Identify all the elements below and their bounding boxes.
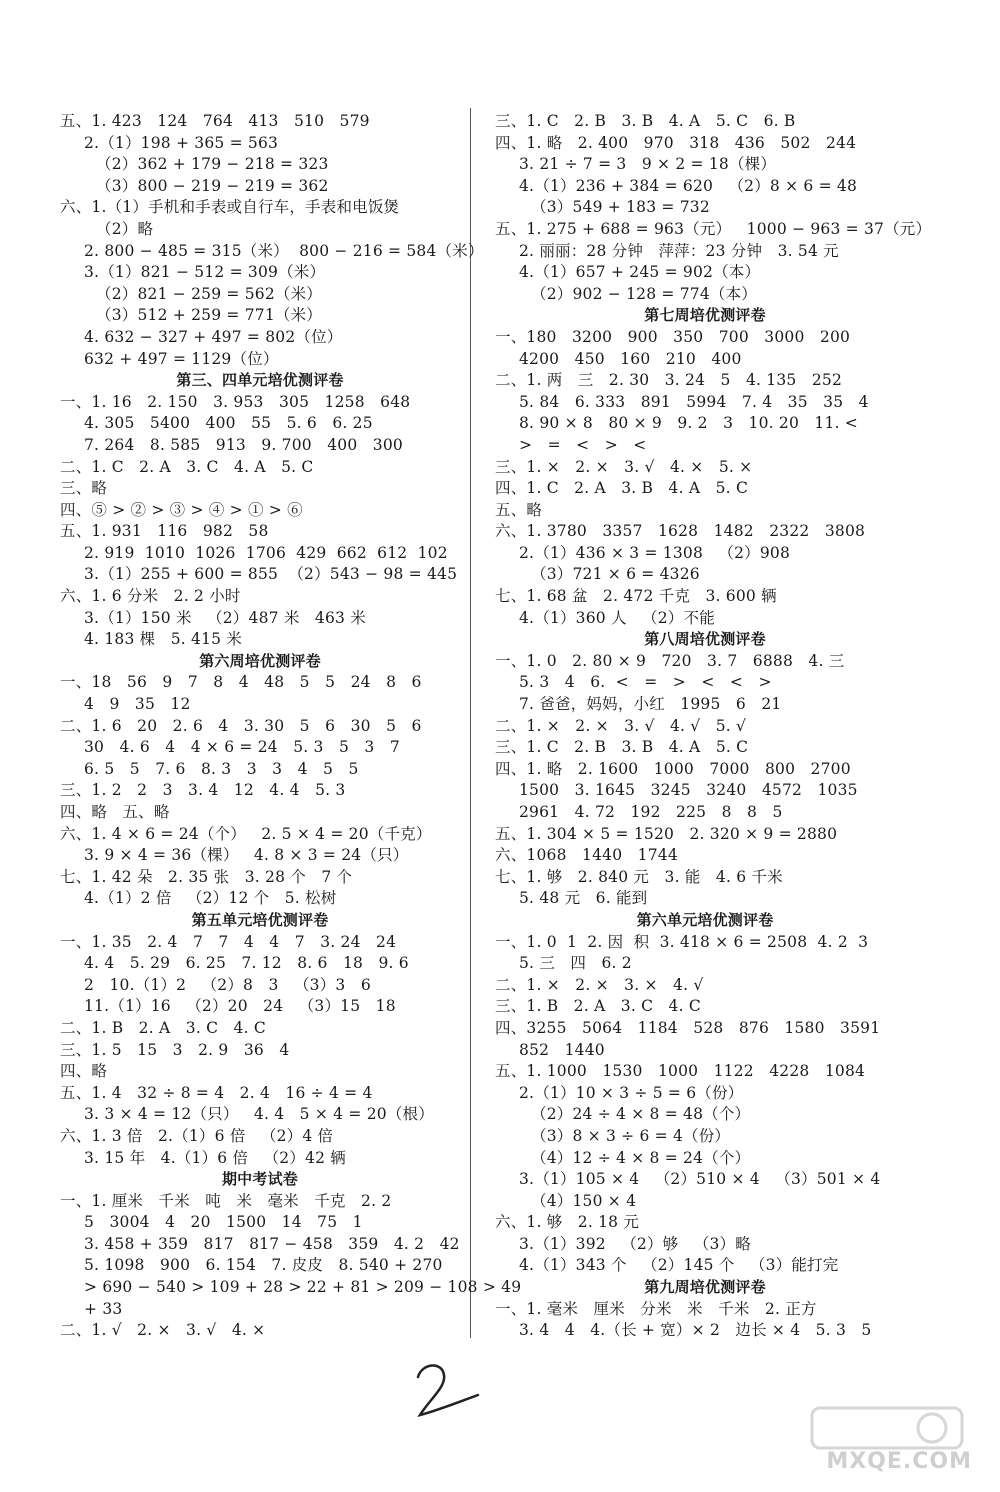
answer-line: 5. 1098 900 6. 154 7. 皮皮 8. 540 + 270 <box>84 1256 443 1275</box>
answer-line: 四、略 五、略 <box>60 803 170 821</box>
answer-line: 四、1. 略 2. 400 970 318 436 502 244 <box>495 133 857 152</box>
answer-line: 6. 5 5 7. 6 8. 3 3 3 4 5 5 <box>84 759 359 778</box>
answer-line: 3.（1）392 （2）够 （3）略 <box>519 1234 751 1253</box>
answer-line: （2）24 ÷ 4 × 8 = 48（个） <box>531 1105 751 1124</box>
answer-line: 5. 3 4 6. < = > < < > <box>519 673 772 692</box>
answer-line: 1500 3. 1645 3245 3240 4572 1035 <box>519 781 858 800</box>
answer-line: 3. 3 × 4 = 12（只） 4. 4 5 × 4 = 20（根） <box>84 1105 434 1124</box>
answer-line: 4200 450 160 210 400 <box>519 349 742 368</box>
answer-line: 六、1.（1）手机和手表或自行车，手表和电饭煲 <box>60 198 400 217</box>
answer-line: （3）512 + 259 = 771（米） <box>96 306 322 325</box>
answer-line: 3. 15 年 4.（1）6 倍 （2）42 辆 <box>84 1148 346 1167</box>
answer-line: 三、1. C 2. B 3. B 4. A 5. C <box>495 738 749 757</box>
answer-line: 5 3004 4 20 1500 14 75 1 <box>84 1213 363 1232</box>
handwritten-page-number <box>400 1355 490 1425</box>
answer-line: 七、1. 够 2. 840 元 3. 能 4. 6 千米 <box>495 867 783 886</box>
answer-line: > = < > < <box>519 435 647 454</box>
answer-line: （3）549 + 183 = 732 <box>531 198 710 217</box>
section-title: 第九周培优测评卷 <box>644 1278 766 1297</box>
answer-line: 30 4. 6 4 4 × 6 = 24 5. 3 5 3 7 <box>84 738 400 757</box>
answer-line: （2）902 − 128 = 774（本） <box>531 284 757 303</box>
answer-line: 2. 919 1010 1026 1706 429 662 612 102 <box>84 543 448 562</box>
answer-line: 三、1. 2 2 3 3. 4 12 4. 4 5. 3 <box>60 781 346 800</box>
answer-line: （2）821 − 259 = 562（米） <box>96 284 322 303</box>
answer-line: 一、1. 0 1 2. 因 积 3. 418 × 6 = 2508 4. 2 3 <box>495 932 869 951</box>
answer-line: 三、略 <box>60 479 108 498</box>
answer-line: 4. 4 5. 29 6. 25 7. 12 8. 6 18 9. 6 <box>84 954 409 973</box>
answer-line: 二、1. 两 三 2. 30 3. 24 5 4. 135 252 <box>495 371 843 390</box>
answer-line: 852 1440 <box>519 1040 605 1059</box>
section-title: 第六周培优测评卷 <box>199 651 321 670</box>
section-title: 第六单元培优测评卷 <box>636 910 774 929</box>
answer-line: 3. 9 × 4 = 36（棵） 4. 8 × 3 = 24（只） <box>84 846 409 865</box>
answer-line: 4.（1）360 人 （2）不能 <box>519 608 715 627</box>
answer-line: 4 9 35 12 <box>84 695 191 714</box>
column-divider <box>470 108 471 1338</box>
section-title: 第五单元培优测评卷 <box>191 910 329 929</box>
watermark-url: MXQE.COM <box>826 1449 972 1474</box>
answer-line: 二、1. × 2. × 3. × 4. √ <box>495 975 704 994</box>
right-column <box>495 111 932 1342</box>
answer-line: 4.（1）236 + 384 = 620 （2）8 × 6 = 48 <box>519 176 858 195</box>
answer-line: 五、1. 4 32 ÷ 8 = 4 2. 4 16 ÷ 4 = 4 <box>60 1083 373 1102</box>
answer-line: 3. 4 4 4.（长 + 宽）× 2 边长 × 4 5. 3 5 <box>519 1321 872 1340</box>
answer-line: 4. 305 5400 400 55 5. 6 6. 25 <box>84 414 373 433</box>
answer-line: （2）略 <box>96 219 154 238</box>
answer-line: 五、1. 1000 1530 1000 1122 4228 1084 <box>495 1062 866 1081</box>
answer-line: （3）721 × 6 = 4326 <box>531 565 700 584</box>
left-column <box>60 111 522 1342</box>
answer-line: > 690 − 540 > 109 + 28 > 22 + 81 > 209 − 108 > 49 <box>84 1278 522 1297</box>
answer-line: 三、1. C 2. B 3. B 4. A 5. C 6. B <box>495 112 796 130</box>
answer-line: 六、1. 4 × 6 = 24（个） 2. 5 × 4 = 20（千克） <box>60 824 432 843</box>
answer-line: 3. 458 + 359 817 817 − 458 359 4. 2 42 <box>84 1234 460 1253</box>
section-title: 第八周培优测评卷 <box>644 630 766 649</box>
answer-line: 二、1. C 2. A 3. C 4. A 5. C <box>60 457 314 476</box>
answer-line: 一、1. 0 2. 80 × 9 720 3. 7 6888 4. 三 <box>495 651 845 670</box>
answer-line: 3.（1）821 − 512 = 309（米） <box>84 263 326 282</box>
answer-line: 一、1. 毫米 厘米 分米 米 千米 2. 正方 <box>495 1299 817 1318</box>
answer-line: 二、1. × 2. × 3. √ 4. √ 5. √ <box>495 716 747 735</box>
answer-line: 三、1. B 2. A 3. C 4. C <box>495 997 701 1016</box>
answer-line: 三、1. × 2. × 3. √ 4. × 5. × <box>495 457 753 476</box>
answer-line: 七、1. 68 盆 2. 472 千克 3. 600 辆 <box>495 587 777 606</box>
answer-line: 二、1. 6 20 2. 6 4 3. 30 5 6 30 5 6 <box>60 716 422 735</box>
answer-line: 四、1. C 2. A 3. B 4. A 5. C <box>495 479 748 498</box>
answer-line: 五、1. 931 116 982 58 <box>60 522 269 541</box>
answer-line: 六、1. 3 倍 2.（1）6 倍 （2）4 倍 <box>60 1126 334 1145</box>
answer-line: 5. 48 元 6. 能到 <box>519 889 648 908</box>
answer-line: 七、1. 42 朵 2. 35 张 3. 28 个 7 个 <box>60 867 353 886</box>
answer-line: 2.（1）10 × 3 ÷ 5 = 6（份） <box>519 1083 744 1102</box>
answer-line: 一、18 56 9 7 8 4 48 5 5 24 8 6 <box>60 673 422 692</box>
section-title: 第三、四单元培优测评卷 <box>176 371 344 390</box>
answer-line: 2961 4. 72 192 225 8 8 5 <box>519 803 783 821</box>
answer-line: 4.（1）343 个 （2）145 个 （3）能打完 <box>519 1256 839 1275</box>
answer-line: 一、1. 35 2. 4 7 7 4 4 7 3. 24 24 <box>60 932 397 951</box>
answer-line: 8. 90 × 8 80 × 9 9. 2 3 10. 20 11. < <box>519 414 858 433</box>
answer-line: 六、1. 3780 3357 1628 1482 2322 3808 <box>495 522 866 541</box>
answer-line: 3.（1）150 米 （2）487 米 463 米 <box>84 608 366 627</box>
answer-line: 三、1. 5 15 3 2. 9 36 4 <box>60 1040 290 1059</box>
answer-line: 二、1. √ 2. × 3. √ 4. × <box>60 1321 266 1340</box>
answer-line: 六、1068 1440 1744 <box>495 846 678 865</box>
answer-line: 2. 丽丽：28 分钟 萍萍：23 分钟 3. 54 元 <box>519 241 839 260</box>
answer-line: 2 10.（1）2 （2）8 3 （3）3 6 <box>84 975 371 994</box>
answer-line: 2.（1）198 + 365 = 563 <box>84 133 279 152</box>
answer-line: 7. 264 8. 585 913 9. 700 400 300 <box>84 435 403 454</box>
answer-line: 一、1. 厘米 千米 吨 米 毫米 千克 2. 2 <box>60 1191 392 1210</box>
answer-line: 六、1. 6 分米 2. 2 小时 <box>60 587 241 606</box>
answer-line: 五、1. 304 × 5 = 1520 2. 320 × 9 = 2880 <box>495 824 838 843</box>
answer-line: 六、1. 够 2. 18 元 <box>495 1213 640 1232</box>
answer-line: 4. 632 − 327 + 497 = 802（位） <box>84 327 343 346</box>
answer-line: 7. 爸爸，妈妈，小红 1995 6 21 <box>519 695 782 714</box>
answer-line: 632 + 497 = 1129（位） <box>84 349 279 368</box>
answer-line: 3.（1）255 + 600 = 855 （2）543 − 98 = 445 <box>84 565 458 584</box>
answer-line: 四、3255 5064 1184 528 876 1580 3591 <box>495 1018 881 1037</box>
section-title: 第七周培优测评卷 <box>644 306 766 325</box>
answer-line: 4.（1）657 + 245 = 902（本） <box>519 263 761 282</box>
answer-line: 5. 84 6. 333 891 5994 7. 4 35 35 4 <box>519 392 869 411</box>
answer-line: 3.（1）105 × 4 （2）510 × 4 （3）501 × 4 <box>519 1170 881 1189</box>
section-title: 期中考试卷 <box>221 1170 298 1189</box>
answer-line: 五、1. 423 124 764 413 510 579 <box>60 112 370 130</box>
answer-line: 四、略 <box>60 1062 108 1081</box>
answer-line: 四、1. 略 2. 1600 1000 7000 800 2700 <box>495 759 851 778</box>
answer-line: 五、1. 275 + 688 = 963（元） 1000 − 963 = 37（元） <box>495 219 932 238</box>
answer-line: 4.（1）2 倍 （2）12 个 5. 松树 <box>84 889 337 908</box>
answer-line: 四、⑤ > ② > ③ > ④ > ① > ⑥ <box>60 500 303 519</box>
answer-line: （4）150 × 4 <box>531 1191 637 1210</box>
answer-line: 11.（1）16 （2）20 24 （3）15 18 <box>84 997 396 1016</box>
watermark-logo <box>802 1404 972 1474</box>
answer-line: （4）12 ÷ 4 × 8 = 24（个） <box>531 1148 751 1167</box>
watermark-icon <box>802 1404 972 1452</box>
answer-line: 2. 800 − 485 = 315（米） 800 − 216 = 584（米） <box>84 241 484 260</box>
answer-line: （3）8 × 3 ÷ 6 = 4（份） <box>531 1126 731 1145</box>
answer-line: 一、1. 16 2. 150 3. 953 305 1258 648 <box>60 392 411 411</box>
answer-line: （2）362 + 179 − 218 = 323 <box>96 155 329 174</box>
answer-line: 5. 三 四 6. 2 <box>519 954 632 973</box>
answer-line: 五、略 <box>495 500 543 519</box>
answer-line: （3）800 − 219 − 219 = 362 <box>96 176 329 195</box>
answer-line: + 33 <box>84 1299 123 1318</box>
answer-line: 3. 21 ÷ 7 = 3 9 × 2 = 18（棵） <box>519 155 777 174</box>
answer-line: 一、180 3200 900 350 700 3000 200 <box>495 327 851 346</box>
answer-line: 4. 183 棵 5. 415 米 <box>84 630 243 649</box>
answer-line: 二、1. B 2. A 3. C 4. C <box>60 1018 266 1037</box>
answer-line: 2.（1）436 × 3 = 1308 （2）908 <box>519 543 791 562</box>
